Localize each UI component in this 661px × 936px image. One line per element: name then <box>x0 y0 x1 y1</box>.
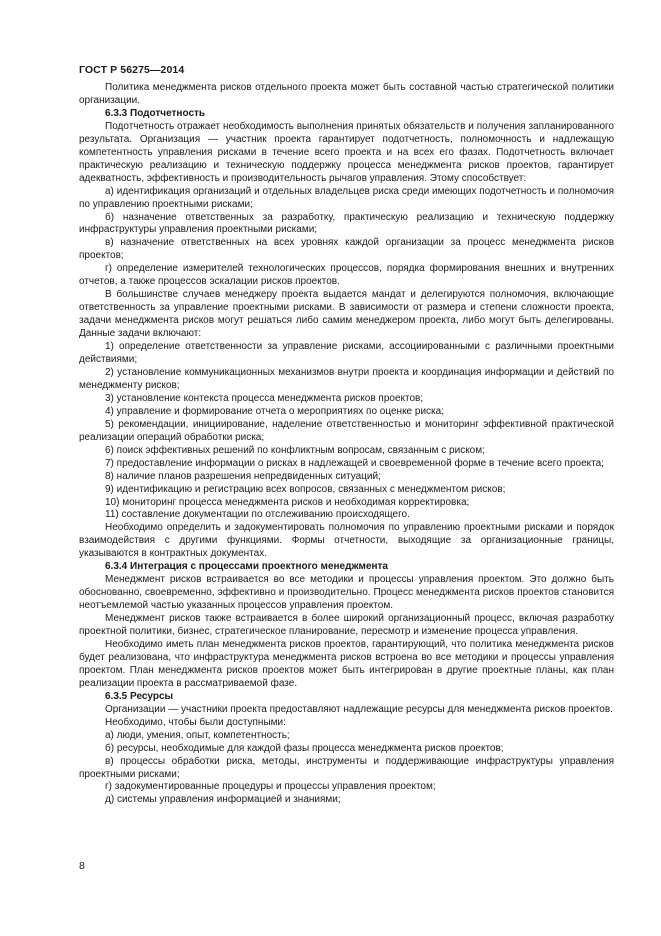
list-item: а) люди, умения, опыт, компетентность; <box>105 729 290 741</box>
document-body <box>79 82 614 807</box>
list-item: г) задокументированные процедуры и процессы управления проектом; <box>105 781 436 793</box>
list-item: 10) мониторинг процесса менеджмента рисков и необходимая корректировка; <box>105 496 470 508</box>
paragraph: В большинстве случаев менеджеру проекта выдается мандат и делегируются полномочия, включающие ответственность за управление проектными рисками. В зависимости от размера и степени сложности проекта, задачи менеджмента рисков могут решаться либо самим менеджером проекта, либо могут быть делегированы. Данные задачи включают: <box>79 289 614 340</box>
list-item: 11) составление документации по отслеживанию происходящего. <box>105 509 410 521</box>
paragraph: Политика менеджмента рисков отдельного проекта может быть составной частью стратегической политики организации. <box>79 82 614 106</box>
paragraph: Менеджмент рисков также встраивается в более широкий организационный процесс, включая разработку проектной политики, бизнес, стратегическое планирование, пересмотр и изменение процесса управления. <box>79 613 614 638</box>
list-item: а) идентификация организаций и отдельных владельцев риска среди имеющих подотчетность и полномочия по управлению проектными рисками; <box>79 185 614 210</box>
list-item: 1) определение ответственности за управление рисками, ассоциированными с различными проектными действиями; <box>79 341 614 366</box>
list-item: б) назначение ответственных за разработку, практическую реализацию и техническую поддержку инфраструктуры управления проектными рисками; <box>79 211 614 236</box>
list-item: 4) управление и формирование отчета о мероприятиях по оценке риска; <box>105 405 444 417</box>
page-number: 8 <box>79 860 85 872</box>
list-item: 3) установление контекста процесса менеджмента рисков проектов; <box>105 392 424 404</box>
paragraph: Необходимо определить и задокументировать полномочия по управлению проектными рисками и порядок взаимодействия с другими функциями. Формы отчетности, выходящие за организационные границы, указываются в контрактных документах. <box>79 522 614 560</box>
list-item: 2) установление коммуникационных механизмов внутри проекта и координация информации и действий по менеджменту рисков; <box>79 366 614 391</box>
paragraph: Организации — участники проекта предоставляют надлежащие ресурсы для менеджмента рисков проектов. <box>105 703 613 715</box>
list-item: д) системы управления информацией и знаниями; <box>105 794 341 806</box>
document-header: ГОСТ Р 56275—2014 <box>79 64 185 76</box>
paragraph: Необходимо, чтобы были доступными: <box>105 716 286 728</box>
list-item: б) ресурсы, необходимые для каждой фазы процесса менеджмента рисков проектов; <box>105 742 504 754</box>
list-item: 6) поиск эффективных решений по конфликтным вопросам, связанным с риском; <box>105 444 485 456</box>
list-item: в) процессы обработки риска, методы, инструменты и поддерживающие инфраструктуры управления проектными рисками; <box>79 755 614 780</box>
list-item: 9) идентификацию и регистрацию всех вопросов, связанных с менеджментом рисков; <box>105 483 506 495</box>
list-item: в) назначение ответственных на всех уровнях каждой организации за процесс менеджмента рисков проектов; <box>79 237 614 262</box>
paragraph: Подотчетность отражает необходимость выполнения принятых обязательств и получения запланированного результата. Организация — участник проекта гарантирует подотчетность, полномочность и надлежащую компетентность управления рисками в течение всего проекта и на всех его фазах. Подотчетность включает практическую реализацию и техническую поддержку процесса менеджмента рисков проектов, гарантирует адекватность, эффективность и производительность рычагов управления. Этому способствует: <box>79 120 614 184</box>
list-item: 8) наличие планов разрешения непредвиденных ситуаций; <box>105 470 381 482</box>
list-item: г) определение измерителей технологических процессов, порядка формирования внешних и внутренних отчетов, а также процессов эскалации рисков проектов. <box>79 263 614 288</box>
list-item: 7) предоставление информации о рисках в надлежащей и своевременной форме в течение всего проекта; <box>105 457 604 469</box>
paragraph: Менеджмент рисков встраивается во все методики и процессы управления проектом. Это должно быть обоснованно, своевременно, эффективно и производительно. Процесс менеджмента рисков проектов становится неотъемлемой частью указанных процессов управления проектом. <box>79 574 614 612</box>
section-heading: 6.3.4 Интеграция с процессами проектного менеджмента <box>105 561 388 573</box>
section-heading: 6.3.3 Подотчетность <box>105 107 206 119</box>
paragraph: Необходимо иметь план менеджмента рисков проектов, гарантирующий, что политика менеджмента рисков будет реализована, что инфраструктура менеджмента рисков встроена во все методики и процессы управления проектом. План менеджмента рисков проектов может быть интегрирован в другие проектные планы, как план реализации проекта в рассматриваемой фазе. <box>79 638 614 689</box>
list-item: 5) рекомендации, инициирование, наделение ответственностью и мониторинг эффективной практической реализации операций обработки риска; <box>79 418 614 443</box>
section-heading: 6.3.5 Ресурсы <box>105 690 174 702</box>
